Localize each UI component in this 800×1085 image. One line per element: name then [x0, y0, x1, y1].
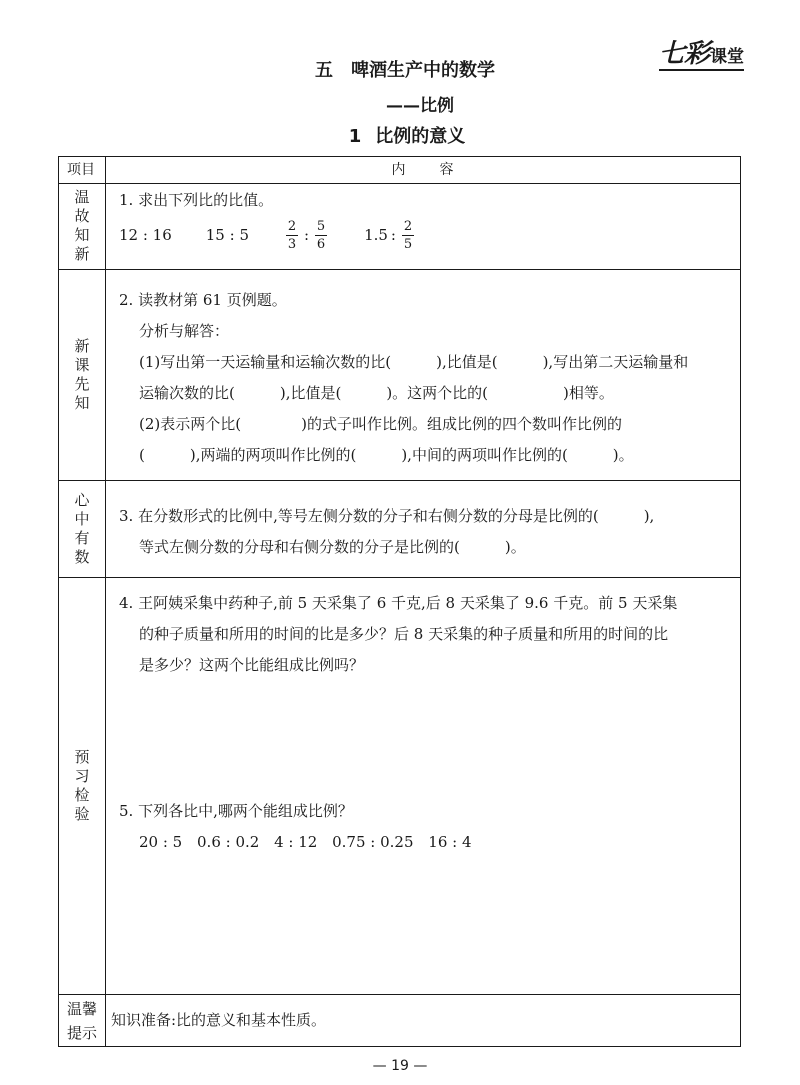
- row-label-tip: [59, 994, 105, 1048]
- warmup-content: [119, 185, 728, 252]
- column-header-item: 项目: [67, 162, 95, 178]
- fraction-numerator: 2: [287, 218, 297, 234]
- row-label-tip-text: 温馨提示: [67, 1000, 98, 1042]
- fraction-denominator: 3: [287, 236, 297, 252]
- section-number: 1: [348, 126, 362, 147]
- row-label-warmup-text: 温故知新: [74, 188, 90, 263]
- ratio-expr-2: 15 : 5: [205, 225, 249, 244]
- question-3-line-2: 等式左侧分数的分母和右侧分数的分子是比例的( )。: [139, 538, 526, 556]
- column-header-content: 内容: [391, 162, 488, 178]
- row-label-warmup: [59, 183, 105, 269]
- row-divider: [59, 577, 740, 578]
- brand-logo-script: 七彩: [658, 39, 709, 69]
- row-divider: [59, 183, 740, 184]
- ratio-item: 4 : 12: [274, 833, 318, 851]
- ratio-item: 20 : 5: [139, 833, 183, 851]
- unit-number: 五: [315, 60, 333, 81]
- fraction-bar: [286, 235, 298, 236]
- page-number: — 19 —: [372, 1058, 428, 1074]
- question-5: 5. 下列各比中,哪两个能组成比例？: [119, 802, 353, 820]
- ratio-expr-1: 12 : 16: [119, 225, 172, 244]
- fraction-denominator: 6: [316, 236, 326, 252]
- column-divider: [105, 157, 106, 1046]
- row-divider: [59, 480, 740, 481]
- fraction-bar: [315, 235, 327, 236]
- tip-text: 知识准备:比的意义和基本性质。: [111, 1011, 327, 1029]
- newlesson-line-3: (2)表示两个比( )的式子叫作比例。组成比例的四个数叫作比例的: [139, 415, 622, 433]
- fraction: [286, 219, 298, 252]
- brand-logo-text: 课堂: [710, 47, 744, 67]
- section-title: [0, 122, 800, 148]
- worksheet-table: [58, 156, 741, 1047]
- preview-question-4: [119, 588, 728, 681]
- newlesson-line-4: ( ),两端的两项叫作比例的( ),中间的两项叫作比例的( )。: [139, 446, 634, 464]
- ratio-item: 16 : 4: [428, 833, 472, 851]
- row-label-mind-text: 心中有数: [74, 490, 90, 566]
- section-title-text: 比例的意义: [375, 126, 466, 147]
- question-2: 2. 读教材第 61 页例题。: [119, 291, 287, 309]
- ratio-expr-3: [283, 219, 330, 252]
- ratio-left-value: 1.5: [364, 225, 388, 244]
- ratio-list-1: [119, 218, 728, 252]
- row-divider: [59, 269, 740, 270]
- question-3-line-1: 3. 在分数形式的比例中,等号左侧分数的分子和右侧分数的分母是比例的( ),: [119, 507, 655, 525]
- row-divider: [59, 994, 740, 995]
- row-label-preview: [59, 577, 105, 994]
- row-label-mind: [59, 480, 105, 577]
- ratio-colon: :: [304, 225, 310, 244]
- preview-question-5: [119, 796, 728, 858]
- tip-content: [111, 1005, 728, 1036]
- unit-title: [0, 56, 800, 82]
- newlesson-line-1: (1)写出第一天运输量和运输次数的比( ),比值是( ),写出第二天运输量和: [139, 353, 689, 371]
- fraction: [402, 219, 414, 252]
- row-label-preview-text: 预习检验: [74, 747, 90, 823]
- ratio-colon: :: [390, 225, 396, 244]
- unit-title-text: 啤酒生产中的数学: [351, 60, 495, 81]
- row-label-newlesson: [59, 269, 105, 480]
- ratio-list-5: [119, 827, 728, 858]
- newlesson-content: [119, 285, 728, 471]
- question-4-line-3: 是多少？这两个比能组成比例吗？: [139, 656, 365, 674]
- row-label-newlesson-text: 新课先知: [74, 336, 90, 412]
- ratio-item: 0.75 : 0.25: [332, 833, 414, 851]
- fraction-denominator: 5: [403, 236, 413, 252]
- ratio-expr-4: [364, 219, 417, 252]
- unit-subtitle: ——比例: [386, 96, 454, 116]
- analysis-heading: 分析与解答：: [139, 322, 230, 340]
- fraction: [315, 219, 327, 252]
- question-4-line-1: 4. 王阿姨采集中药种子,前 5 天采集了 6 千克,后 8 天采集了 9.6 千克。前 5 天采集: [119, 594, 678, 612]
- question-4-line-2: 的种子质量和所用的时间的比是多少？后 8 天采集的种子质量和所用的时间的比: [139, 625, 669, 643]
- ratio-item: 0.6 : 0.2: [197, 833, 260, 851]
- fraction-numerator: 2: [403, 218, 413, 234]
- question-1: 1. 求出下列比的比值。: [119, 191, 274, 209]
- fraction-bar: [402, 235, 414, 236]
- fraction-numerator: 5: [316, 218, 326, 234]
- newlesson-line-2: 运输次数的比( ),比值是( )。这两个比的( )相等。: [139, 384, 614, 402]
- mind-content: [119, 501, 728, 563]
